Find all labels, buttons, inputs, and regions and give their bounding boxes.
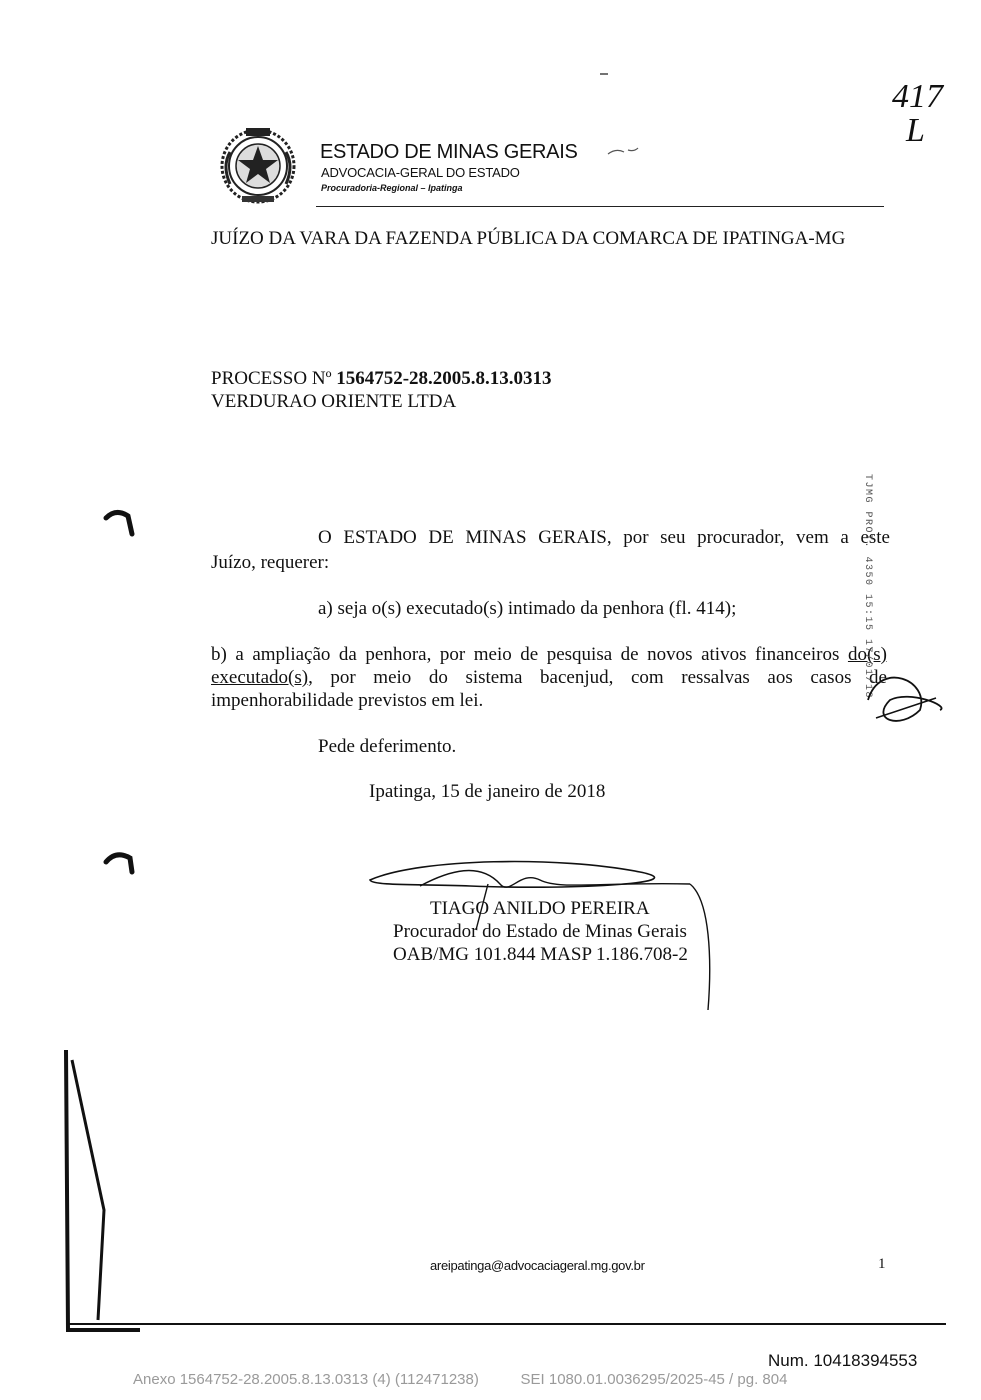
party-name: VERDURAO ORIENTE LTDA bbox=[211, 391, 457, 412]
document-number: Num. 10418394553 bbox=[768, 1351, 918, 1370]
item-b-start: b) a ampliação da penhora, por meio de pesquisa de novos ativos financeiros bbox=[211, 644, 848, 665]
intro-line-2: Juízo, requerer: bbox=[211, 552, 330, 573]
signer-name: TIAGO ANILDO PEREIRA bbox=[430, 898, 650, 919]
scan-edge-left bbox=[66, 1050, 140, 1330]
item-b-end: , por meio do sistema bacenjud, com ressalvas aos casos de impenhorabilidade previstos em lei. bbox=[211, 667, 887, 711]
intro-line-1: O ESTADO DE MINAS GERAIS, por seu procurador, vem a este bbox=[318, 527, 890, 548]
signature-tail bbox=[476, 884, 488, 930]
scan-edge-diagonal bbox=[72, 1060, 104, 1320]
process-label: PROCESSO Nº bbox=[211, 368, 337, 389]
scan-smudge bbox=[608, 148, 638, 154]
handwritten-initial: L bbox=[906, 112, 925, 149]
process-number: 1564752-28.2005.8.13.0313 bbox=[336, 368, 552, 389]
punch-mark-top bbox=[106, 512, 132, 534]
date-place: Ipatinga, 15 de janeiro de 2018 bbox=[369, 781, 606, 802]
sei-reference: SEI 1080.01.0036295/2025-45 / pg. 804 bbox=[520, 1371, 788, 1388]
court-heading: JUÍZO DA VARA DA FAZENDA PÚBLICA DA COMARCA DE IPATINGA-MG bbox=[211, 228, 846, 249]
request-item-a: a) seja o(s) executado(s) intimado da penhora (fl. 414); bbox=[318, 598, 737, 619]
handwritten-page-number: 417 bbox=[892, 78, 943, 115]
page-number: 1 bbox=[878, 1256, 886, 1272]
state-title: ESTADO DE MINAS GERAIS bbox=[320, 141, 578, 163]
signer-registration: OAB/MG 101.844 MASP 1.186.708-2 bbox=[393, 944, 688, 965]
footer-email: areipatinga@advocaciageral.mg.gov.br bbox=[430, 1258, 645, 1273]
signer-role: Procurador do Estado de Minas Gerais bbox=[393, 921, 687, 942]
signature-bracket bbox=[690, 884, 710, 1010]
punch-mark-bottom bbox=[106, 855, 132, 872]
closing-text: Pede deferimento. bbox=[318, 736, 457, 757]
signature-stroke bbox=[420, 871, 690, 888]
agency-name: ADVOCACIA-GERAL DO ESTADO bbox=[321, 165, 520, 180]
office-name: Procuradoria-Regional – Ipatinga bbox=[321, 183, 463, 193]
protocol-stamp: TJMG PROT. 4350 15:15 17/01/18 bbox=[862, 474, 873, 700]
item-b-underlined: do(s) executado(s) bbox=[211, 644, 887, 688]
annex-reference: Anexo 1564752-28.2005.8.13.0313 (4) (112471238) bbox=[133, 1371, 479, 1388]
signature-loop bbox=[370, 862, 654, 888]
